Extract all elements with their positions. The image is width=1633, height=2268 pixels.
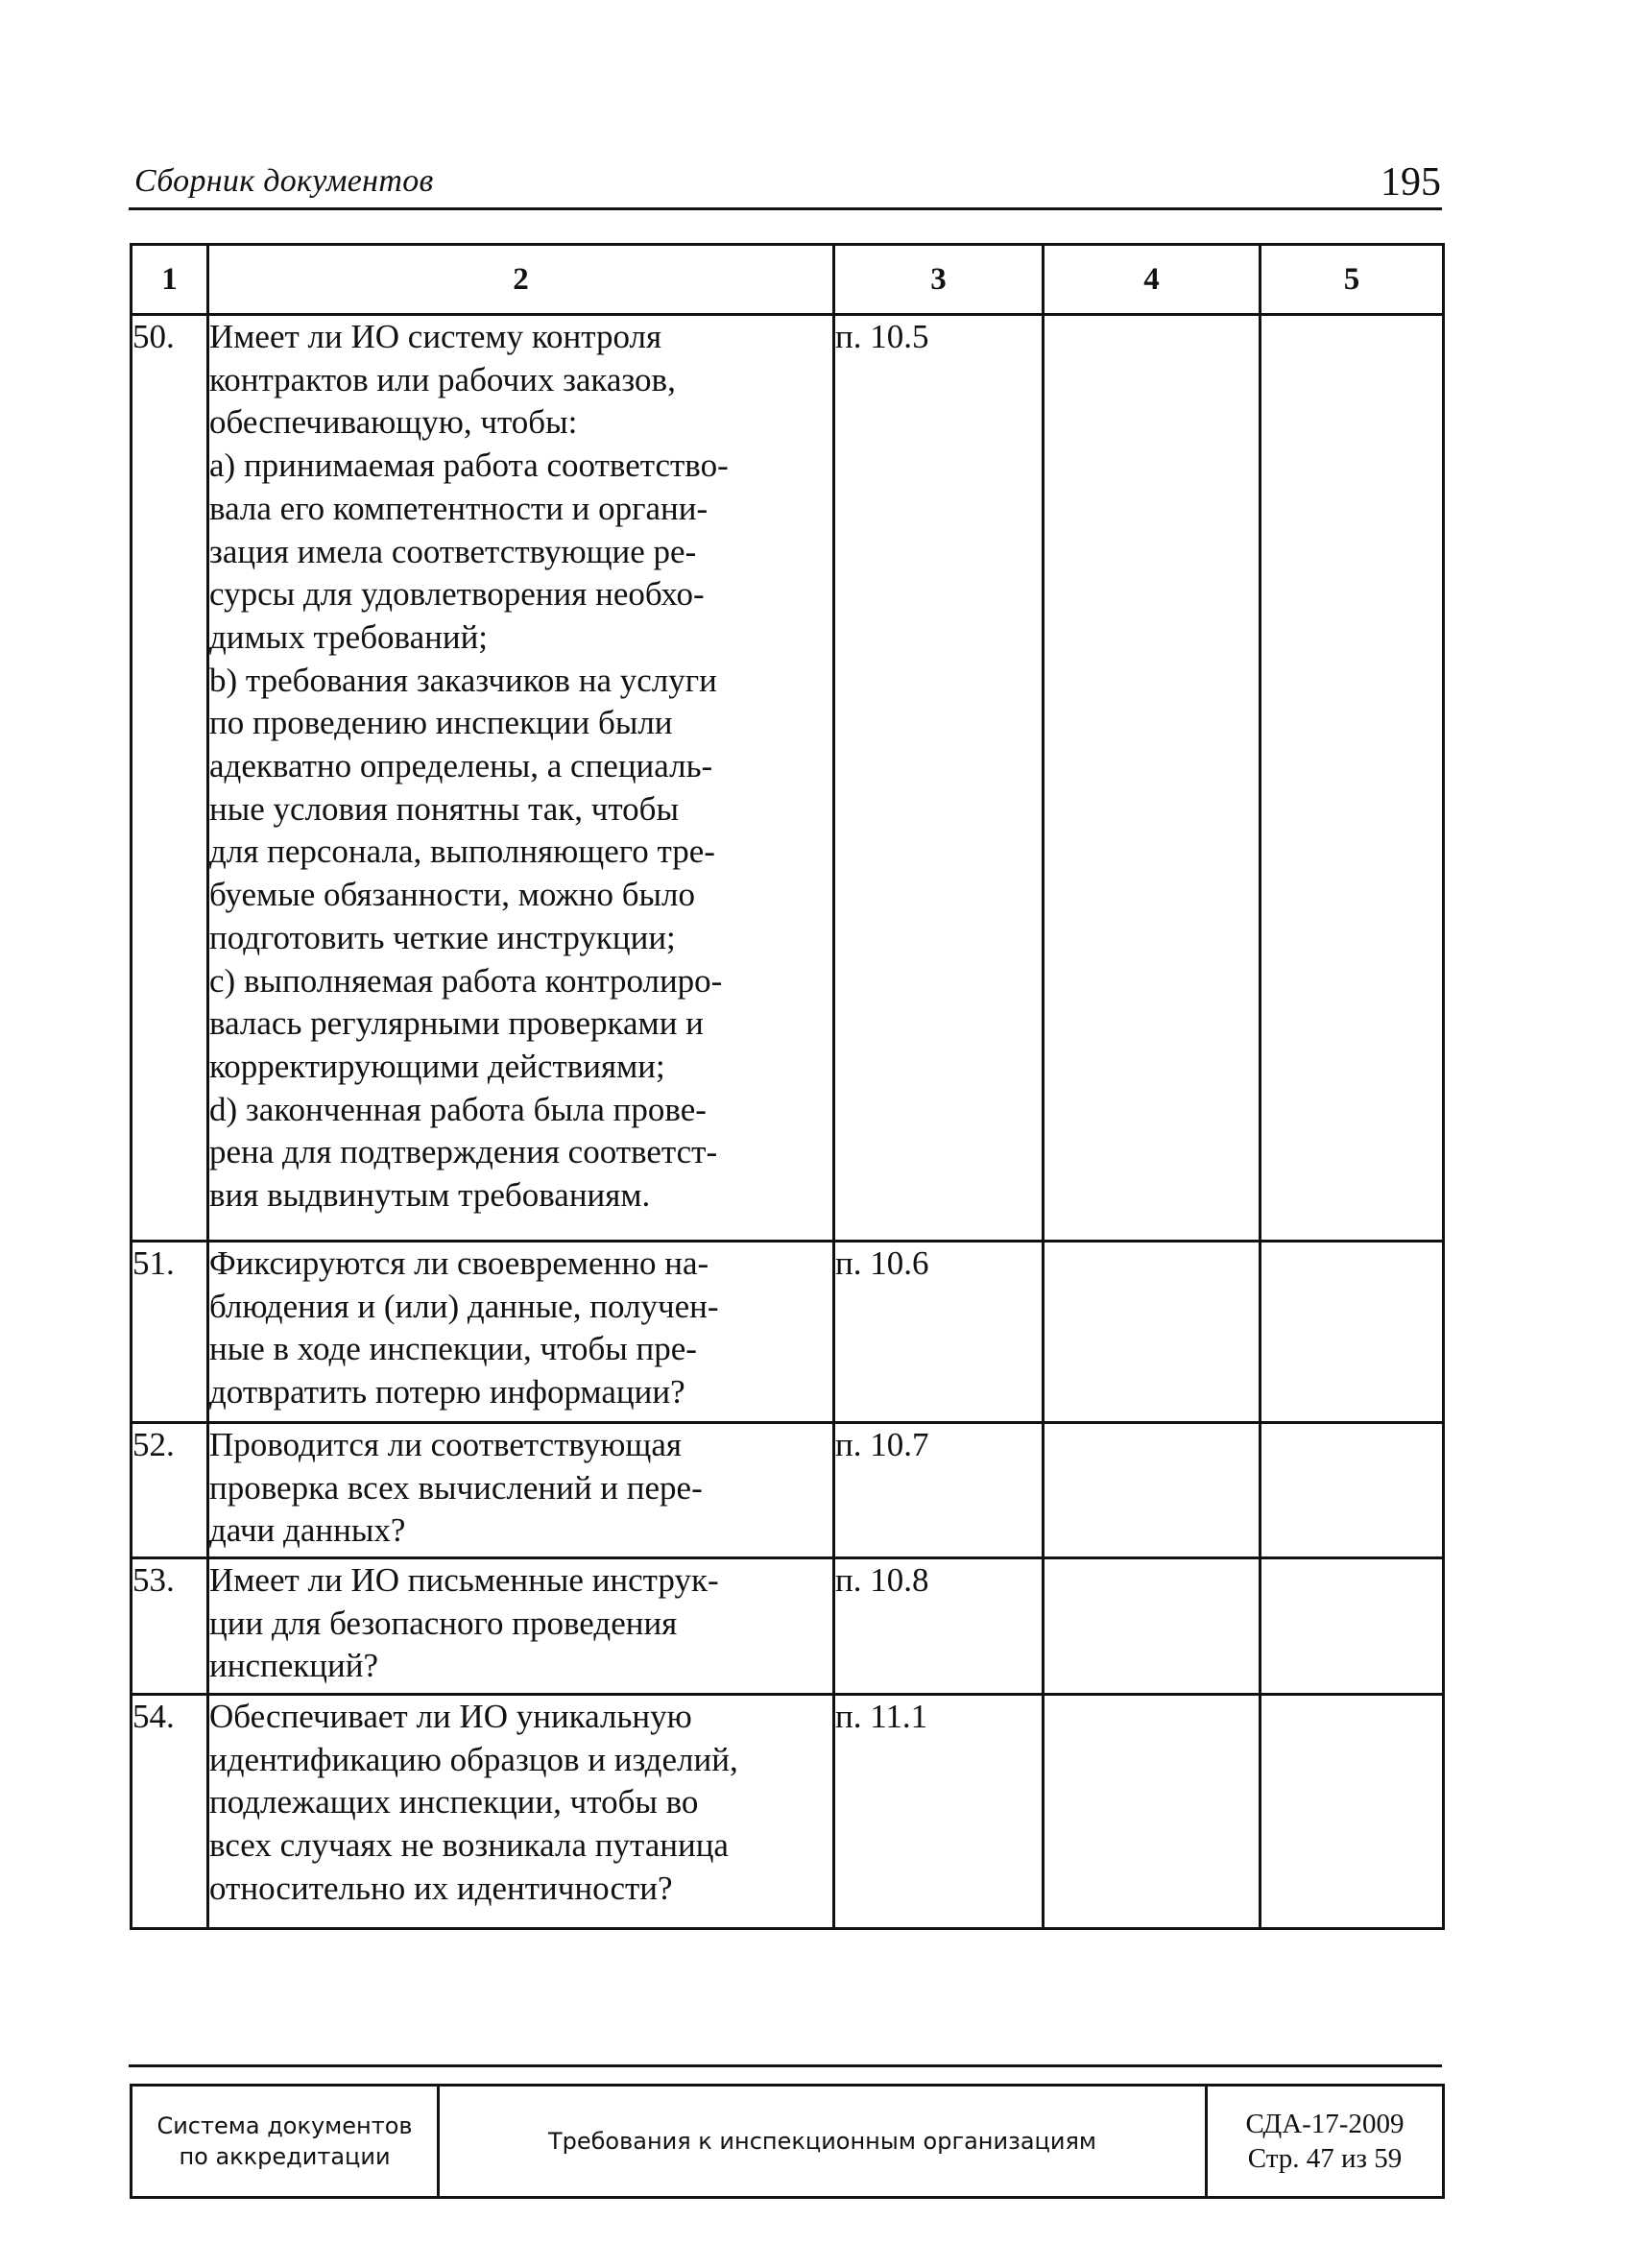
header-divider (129, 207, 1442, 210)
answer-cell-col4 (1044, 1423, 1261, 1558)
question-line: дотвратить потерю информации? (209, 1373, 685, 1411)
question-line: сурсы для удовлетворения необхо- (209, 575, 705, 614)
answer-cell-col5 (1261, 1242, 1444, 1423)
row-number: 53. (132, 1558, 208, 1695)
row-number: 51. (132, 1242, 208, 1423)
document-footer (130, 2084, 1445, 2199)
table-row (132, 1695, 1444, 1929)
question-line: рена для подтверждения соответст- (209, 1133, 718, 1171)
answer-cell-col5 (1261, 315, 1444, 1242)
page-counter: Стр. 47 из 59 (1247, 2143, 1403, 2174)
question-line: c) выполняемая работа контролиро- (209, 961, 723, 1000)
footer-document-code (1207, 2086, 1444, 2198)
answer-cell-col4 (1044, 1558, 1261, 1695)
question-line: ные в ходе инспекции, чтобы пре- (209, 1330, 697, 1368)
table-row (132, 1558, 1444, 1695)
question-text (208, 1695, 834, 1929)
answer-cell-col4 (1044, 1695, 1261, 1929)
question-line: вия выдвинутым требованиям. (209, 1176, 651, 1215)
document-code: СДА-17-2009 (1245, 2109, 1405, 2139)
column-header-3: 3 (834, 245, 1044, 315)
question-line: буемые обязанности, можно было (209, 876, 696, 914)
question-text (208, 1423, 834, 1558)
checklist-table (130, 243, 1445, 1930)
question-line: димых требований; (209, 617, 489, 656)
footer-divider (129, 2064, 1442, 2067)
question-line: контрактов или рабочих заказов, (209, 360, 676, 398)
question-line: a) принимаемая работа соответство- (209, 446, 729, 485)
question-line: адекватно определены, а специаль- (209, 747, 713, 785)
question-line: Обеспечивает ли ИО уникальную (209, 1698, 692, 1735)
question-line: идентификацию образцов и изделий, (209, 1740, 738, 1778)
column-header-2: 2 (208, 245, 834, 315)
question-line: Фиксируются ли своевременно на- (209, 1244, 709, 1282)
question-line: Проводится ли соответствующая (209, 1426, 682, 1463)
question-line: блюдения и (или) данные, получен- (209, 1287, 719, 1325)
row-number: 50. (132, 315, 208, 1242)
clause-reference: п. 11.1 (834, 1695, 1044, 1929)
question-line: по проведению инспекции были (209, 704, 673, 742)
answer-cell-col5 (1261, 1423, 1444, 1558)
column-header-1: 1 (132, 245, 208, 315)
question-line: валась регулярными проверками и (209, 1004, 704, 1043)
running-header-title: Сборник документов (134, 163, 434, 199)
table-row (132, 315, 1444, 1242)
question-line: зация имела соответствующие ре- (209, 532, 697, 570)
question-line: инспекций? (209, 1647, 378, 1685)
question-text (208, 1558, 834, 1695)
question-text (208, 315, 834, 1242)
page-number: 195 (1381, 160, 1441, 205)
question-line: подлежащих инспекции, чтобы во (209, 1783, 699, 1822)
question-line: для персонала, выполняющего тре- (209, 832, 715, 871)
table-row (132, 1423, 1444, 1558)
answer-cell-col4 (1044, 315, 1261, 1242)
column-header-4: 4 (1044, 245, 1261, 315)
question-line: Имеет ли ИО письменные инструк- (209, 1561, 719, 1599)
question-line: проверка всех вычислений и пере- (209, 1468, 703, 1507)
clause-reference: п. 10.6 (834, 1242, 1044, 1423)
footer-system-name (132, 2086, 439, 2198)
question-line: вала его компетентности и органи- (209, 489, 708, 527)
question-line: корректирующими действиями; (209, 1047, 665, 1085)
row-number: 54. (132, 1695, 208, 1929)
question-text (208, 1242, 834, 1423)
row-number: 52. (132, 1423, 208, 1558)
question-line: b) требования заказчиков на услуги (209, 661, 717, 699)
answer-cell-col4 (1044, 1242, 1261, 1423)
question-line: ные условия понятны так, чтобы (209, 789, 680, 828)
question-line: дачи данных? (209, 1511, 406, 1550)
answer-cell-col5 (1261, 1695, 1444, 1929)
footer-system-line: по аккредитации (179, 2143, 391, 2170)
table-row (132, 1242, 1444, 1423)
answer-cell-col5 (1261, 1558, 1444, 1695)
question-line: d) законченная работа была прове- (209, 1090, 707, 1128)
clause-reference: п. 10.5 (834, 315, 1044, 1242)
question-line: относительно их идентичности? (209, 1869, 673, 1907)
question-line: подготовить четкие инструкции; (209, 918, 676, 956)
column-header-5: 5 (1261, 245, 1444, 315)
column-header-row (132, 245, 1444, 315)
clause-reference: п. 10.8 (834, 1558, 1044, 1695)
footer-document-title: Требования к инспекционным организациям (439, 2086, 1207, 2198)
clause-reference: п. 10.7 (834, 1423, 1044, 1558)
question-line: всех случаях не возникала путаница (209, 1826, 729, 1865)
question-line: Имеет ли ИО систему контроля (209, 318, 662, 355)
footer-system-line: Система документов (156, 2112, 413, 2139)
question-line: обеспечивающую, чтобы: (209, 403, 578, 442)
question-line: ции для безопасного проведения (209, 1604, 678, 1642)
